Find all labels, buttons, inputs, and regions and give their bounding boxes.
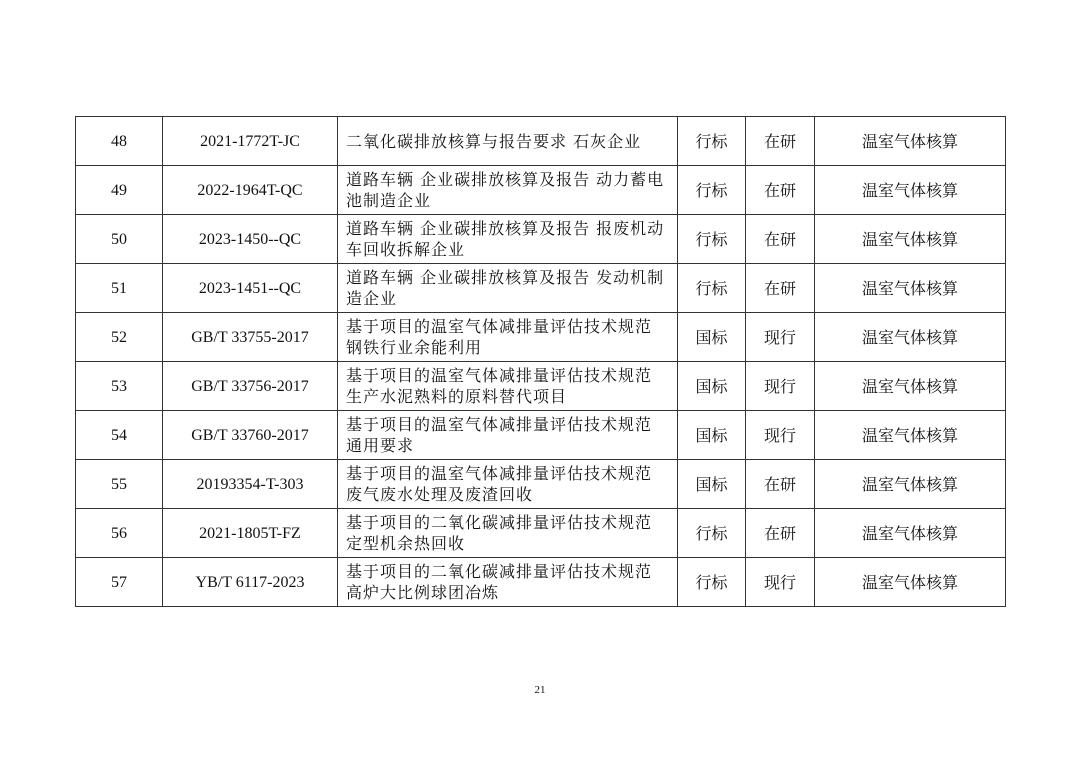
table-row [76,460,1006,509]
standards-table [75,116,1006,607]
standard-status: 在研 [746,509,815,558]
standard-name: 基于项目的温室气体减排量评估技术规范 通用要求 [338,411,678,460]
table-row [76,215,1006,264]
standard-code: 2021-1805T-FZ [163,509,338,558]
standard-level: 行标 [678,264,746,313]
table-row [76,509,1006,558]
standard-status: 在研 [746,264,815,313]
table-row [76,411,1006,460]
standard-code: GB/T 33756-2017 [163,362,338,411]
standard-level: 行标 [678,215,746,264]
standard-name: 二氧化碳排放核算与报告要求 石灰企业 [338,117,678,166]
standard-category: 温室气体核算 [815,460,1006,509]
row-number: 48 [76,117,163,166]
standard-code: YB/T 6117-2023 [163,558,338,607]
standard-category: 温室气体核算 [815,313,1006,362]
row-number: 53 [76,362,163,411]
standard-category: 温室气体核算 [815,362,1006,411]
standard-category: 温室气体核算 [815,215,1006,264]
table-row [76,558,1006,607]
row-number: 51 [76,264,163,313]
standard-code: 2022-1964T-QC [163,166,338,215]
standard-category: 温室气体核算 [815,509,1006,558]
standard-level: 国标 [678,362,746,411]
standard-name: 道路车辆 企业碳排放核算及报告 动力蓄电池制造企业 [338,166,678,215]
standard-name: 基于项目的二氧化碳减排量评估技术规范 定型机余热回收 [338,509,678,558]
standard-status: 现行 [746,558,815,607]
standard-name: 基于项目的二氧化碳减排量评估技术规范 高炉大比例球团冶炼 [338,558,678,607]
standard-name: 基于项目的温室气体减排量评估技术规范 钢铁行业余能利用 [338,313,678,362]
row-number: 55 [76,460,163,509]
table-row [76,362,1006,411]
standard-category: 温室气体核算 [815,558,1006,607]
standard-level: 行标 [678,558,746,607]
standard-status: 现行 [746,411,815,460]
row-number: 57 [76,558,163,607]
standard-name: 道路车辆 企业碳排放核算及报告 发动机制造企业 [338,264,678,313]
standard-code: 2023-1450--QC [163,215,338,264]
table-row [76,166,1006,215]
standard-status: 在研 [746,117,815,166]
row-number: 52 [76,313,163,362]
standard-name: 道路车辆 企业碳排放核算及报告 报废机动车回收拆解企业 [338,215,678,264]
standard-level: 行标 [678,166,746,215]
standard-category: 温室气体核算 [815,166,1006,215]
standard-code: 2023-1451--QC [163,264,338,313]
standard-level: 国标 [678,411,746,460]
page-number: 21 [534,684,546,696]
row-number: 56 [76,509,163,558]
standard-level: 国标 [678,460,746,509]
standard-level: 行标 [678,117,746,166]
standard-level: 国标 [678,313,746,362]
standards-table-body [76,117,1006,607]
standard-category: 温室气体核算 [815,411,1006,460]
standard-status: 在研 [746,215,815,264]
standard-status: 现行 [746,362,815,411]
standard-code: GB/T 33755-2017 [163,313,338,362]
standard-name: 基于项目的温室气体减排量评估技术规范 废气废水处理及废渣回收 [338,460,678,509]
standard-status: 现行 [746,313,815,362]
standard-category: 温室气体核算 [815,264,1006,313]
standard-code: GB/T 33760-2017 [163,411,338,460]
standard-name: 基于项目的温室气体减排量评估技术规范 生产水泥熟料的原料替代项目 [338,362,678,411]
table-row [76,117,1006,166]
table-row [76,264,1006,313]
table-row [76,313,1006,362]
standard-status: 在研 [746,166,815,215]
row-number: 54 [76,411,163,460]
standard-code: 20193354-T-303 [163,460,338,509]
standard-status: 在研 [746,460,815,509]
row-number: 49 [76,166,163,215]
standard-code: 2021-1772T-JC [163,117,338,166]
standard-level: 行标 [678,509,746,558]
standard-category: 温室气体核算 [815,117,1006,166]
row-number: 50 [76,215,163,264]
